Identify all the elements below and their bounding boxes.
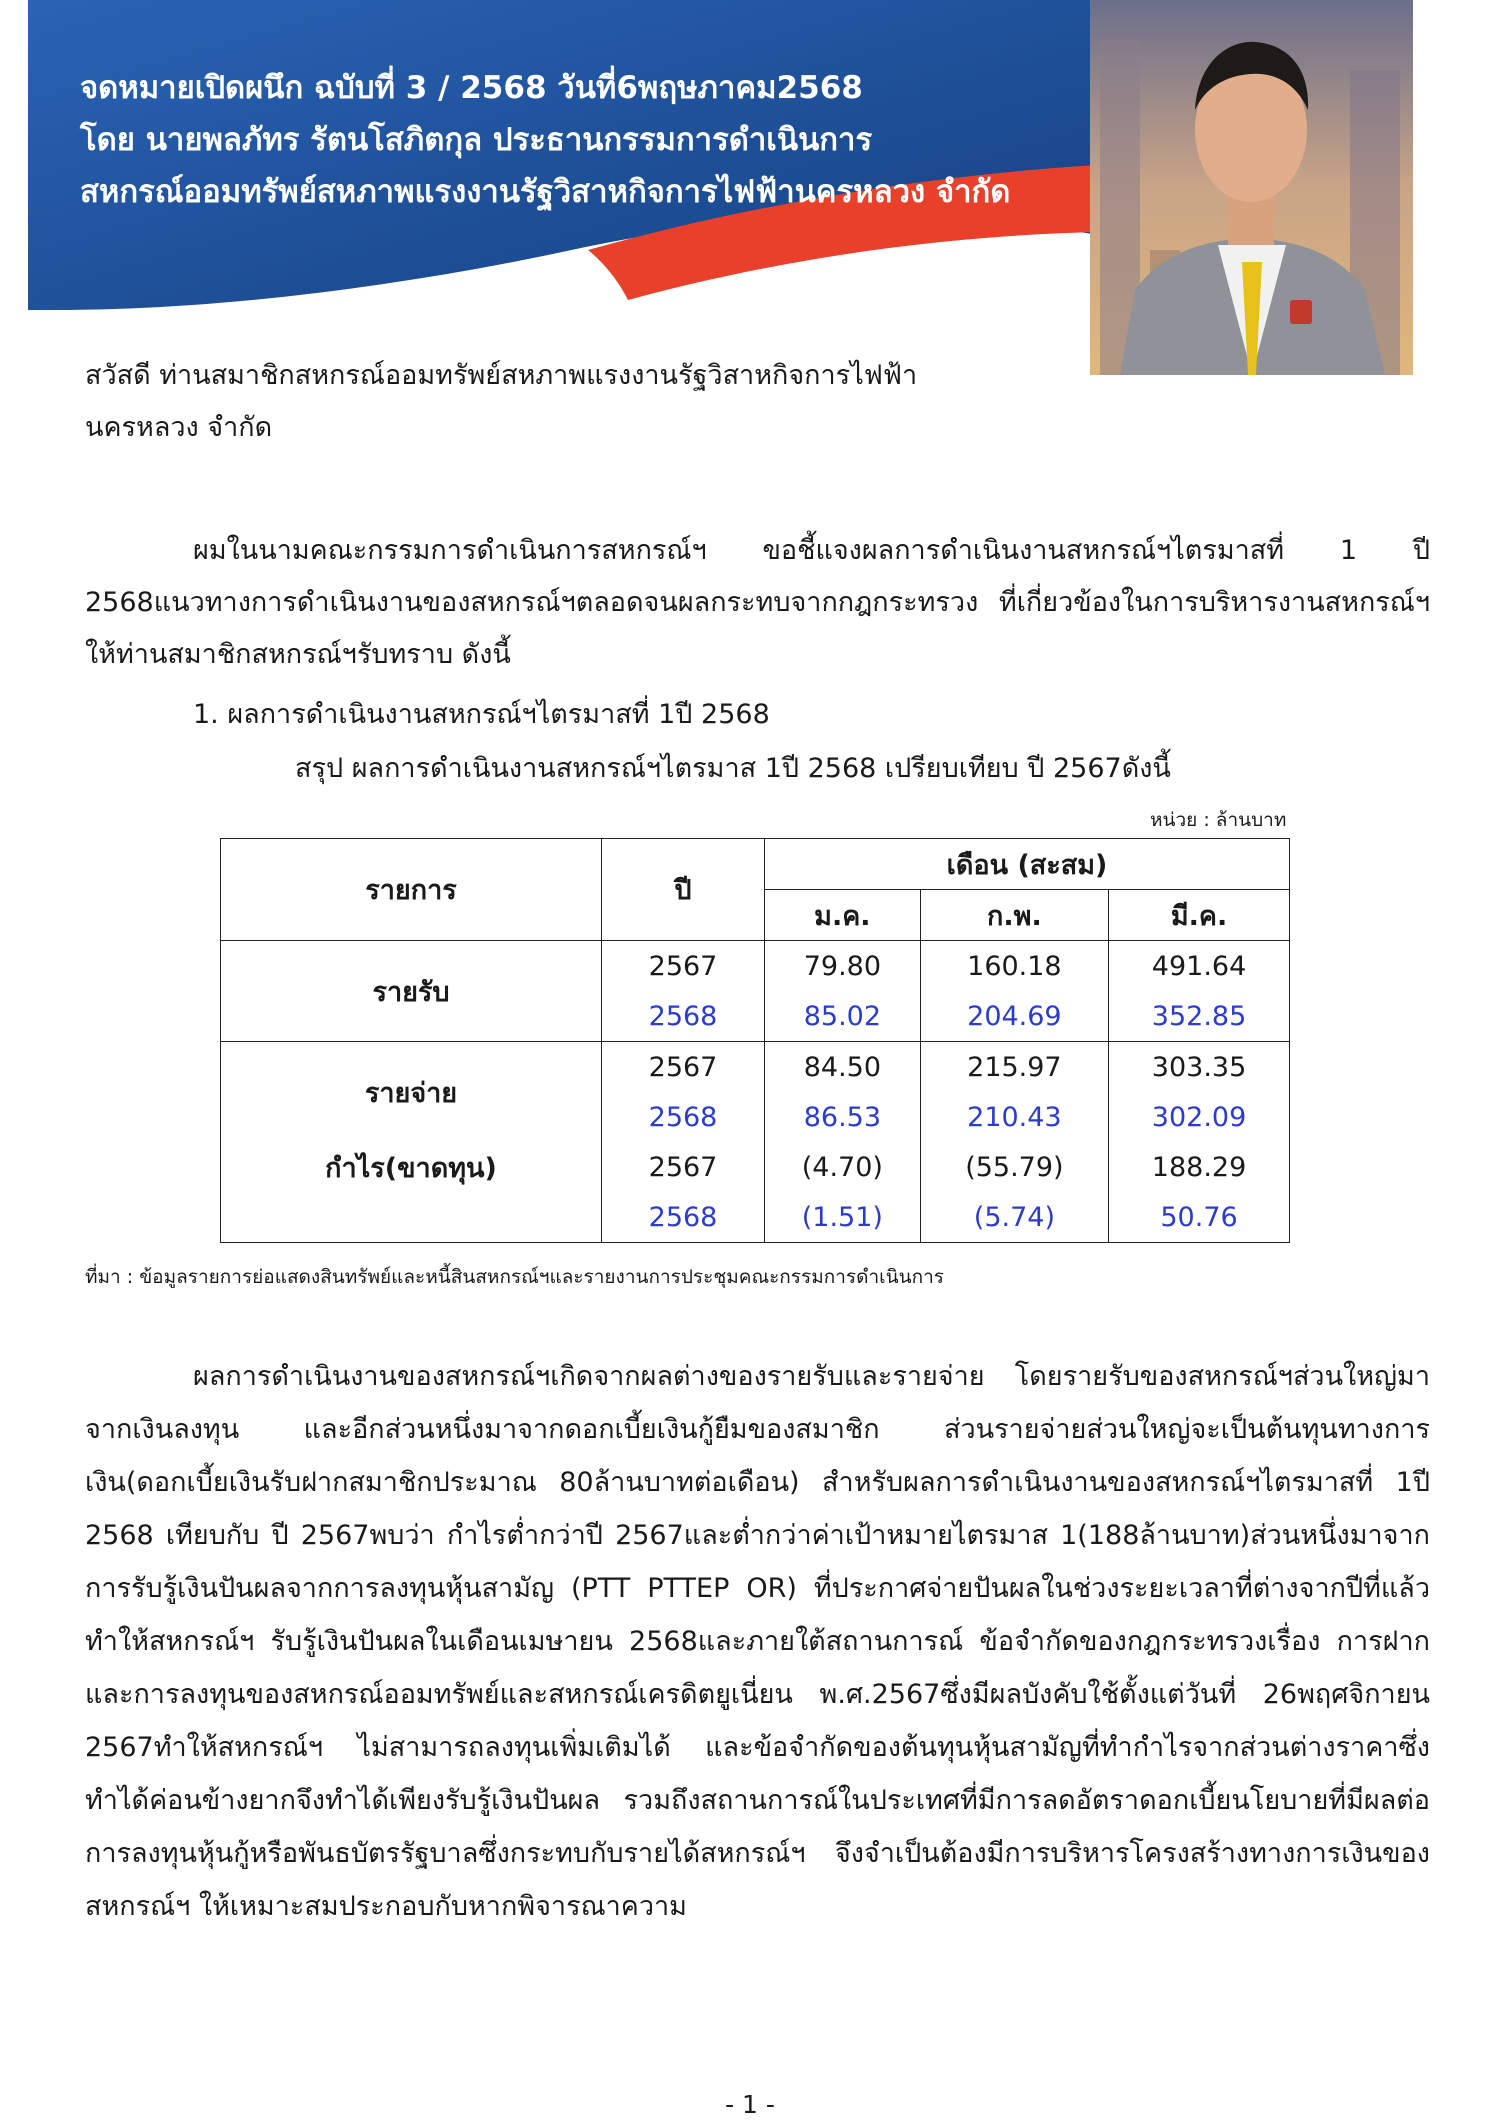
row-label-expense: รายจ่าย: [221, 1042, 602, 1143]
value-cell: 302.09: [1109, 1092, 1290, 1142]
heading-line-2: โดย นายพลภัทร รัตนโสภิตกุล ประธานกรรมการดำเนินการ: [80, 122, 873, 158]
source-note: ที่มา : ข้อมูลรายการย่อแสดงสินทรัพย์และหนี้สินสหกรณ์ฯและรายงานการประชุมคณะกรรมการดำเนินการ: [85, 1266, 944, 1288]
value-cell: 84.50: [765, 1042, 921, 1093]
header-item: รายการ: [221, 839, 602, 941]
table-row: [221, 941, 1290, 992]
header-month-mar: มี.ค.: [1109, 890, 1290, 941]
year-cell: 2568: [602, 1192, 765, 1243]
year-cell: 2567: [602, 941, 765, 992]
header-month-feb: ก.พ.: [920, 890, 1108, 941]
value-cell: 188.29: [1109, 1142, 1290, 1192]
body-paragraph: ผลการดำเนินงานของสหกรณ์ฯเกิดจากผลต่างของรายรับและรายจ่าย โดยรายรับของสหกรณ์ฯส่วนใหญ่มาจากเงินลงทุน และอีกส่วนหนึ่งมาจากดอกเบี้ยเงินกู้ยืมของสมาชิก ส่วนรายจ่ายส่วนใหญ่จะเป็นต้นทุนทางการเงิน(ดอกเบี้ยเงินรับฝากสมาชิกประมาณ 80ล้านบาทต่อเดือน) สำหรับผลการดำเนินงานของสหกรณ์ฯไตรมาสที่ 1ปี 2568 เทียบกับ ปี 2567พบว่า กำไรต่ำกว่าปี 2567และต่ำกว่าค่าเป้าหมายไตรมาส 1(188ล้านบาท)ส่วนหนึ่งมาจากการรับรู้เงินปันผลจากการลงทุนหุ้นสามัญ (PTT PTTEP OR) ที่ประกาศจ่ายปันผลในช่วงระยะเวลาที่ต่างจากปีที่แล้วทำให้สหกรณ์ฯ รับรู้เงินปันผลในเดือนเมษายน 2568และภายใต้สถานการณ์ ข้อจำกัดของกฎกระทรวงเรื่อง การฝากและการลงทุนของสหกรณ์ออมทรัพย์และสหกรณ์เครดิตยูเนี่ยน พ.ศ.2567ซึ่งมีผลบังคับใช้ตั้งแต่วันที่ 26พฤศจิกายน 2567ทำให้สหกรณ์ฯ ไม่สามารถลงทุนเพิ่มเติมได้ และข้อจำกัดของต้นทุนหุ้นสามัญที่ทำกำไรจากส่วนต่างราคาซึ่งทำได้ค่อนข้างยากจึงทำได้เพียงรับรู้เงินปันผล รวมถึงสถานการณ์ในประเทศที่มีการลดอัตราดอกเบี้ยนโยบายที่มีผลต่อการลงทุนหุ้นกู้หรือพันธบัตรรัฐบาลซึ่งกระทบกับรายได้สหกรณ์ฯ จึงจำเป็นต้องมีการบริหารโครงสร้างทางการเงินของสหกรณ์ฯ ให้เหมาะสมประกอบกับหากพิจารณาความ: [85, 1361, 1430, 1922]
value-cell: 215.97: [920, 1042, 1108, 1093]
year-cell: 2567: [602, 1142, 765, 1192]
value-cell: 210.43: [920, 1092, 1108, 1142]
results-table: [220, 838, 1290, 1243]
section-1-heading: 1. ผลการดำเนินงานสหกรณ์ฯไตรมาสที่ 1ปี 2568: [193, 699, 770, 730]
value-cell: 160.18: [920, 941, 1108, 992]
header-month-jan: ม.ค.: [765, 890, 921, 941]
heading-line-1: จดหมายเปิดผนึก ฉบับที่ 3 / 2568 วันที่6พฤษภาคม2568: [80, 70, 863, 106]
value-cell: 79.80: [765, 941, 921, 992]
value-cell: 50.76: [1109, 1192, 1290, 1243]
table-row: [221, 1192, 1290, 1243]
value-cell: 352.85: [1109, 991, 1290, 1042]
intro-paragraph: ผมในนามคณะกรรมการดำเนินการสหกรณ์ฯ ขอชี้แจงผลการดำเนินงานสหกรณ์ฯไตรมาสที่ 1 ปี 2568แนวทางการดำเนินงานของสหกรณ์ฯตลอดจนผลกระทบจากกฎกระทรวง ที่เกี่ยวข้องในการบริหารงานสหกรณ์ฯให้ท่านสมาชิกสหกรณ์ฯรับทราบ ดังนี้: [85, 535, 1430, 670]
summary-caption: สรุป ผลการดำเนินงานสหกรณ์ฯไตรมาส 1ปี 2568 เปรียบเทียบ ปี 2567ดังนี้: [295, 753, 1171, 784]
value-cell: 204.69: [920, 991, 1108, 1042]
value-cell: (5.74): [920, 1192, 1108, 1243]
unit-label: หน่วย : ล้านบาท: [1150, 809, 1287, 831]
value-cell: (1.51): [765, 1192, 921, 1243]
chairman-photo: [1090, 0, 1413, 375]
greeting-line-2: นครหลวง จำกัด: [85, 412, 273, 443]
year-cell: 2568: [602, 1092, 765, 1142]
year-cell: 2567: [602, 1042, 765, 1093]
year-cell: 2568: [602, 991, 765, 1042]
row-label-profit: กำไร(ขาดทุน): [221, 1142, 602, 1192]
value-cell: 85.02: [765, 991, 921, 1042]
row-label-income: รายรับ: [221, 941, 602, 1042]
heading-line-3: สหกรณ์ออมทรัพย์สหภาพแรงงานรัฐวิสาหกิจการไฟฟ้านครหลวง จำกัด: [80, 174, 1011, 210]
header-year: ปี: [602, 839, 765, 941]
page-number: - 1 -: [725, 2090, 775, 2119]
table-row: [221, 1042, 1290, 1093]
greeting: [85, 350, 1430, 454]
value-cell: (55.79): [920, 1142, 1108, 1192]
greeting-line-1: สวัสดี ท่านสมาชิกสหกรณ์ออมทรัพย์สหภาพแรงงานรัฐวิสาหกิจการไฟฟ้า: [85, 360, 918, 391]
letter-heading: [80, 62, 1010, 218]
value-cell: 303.35: [1109, 1042, 1290, 1093]
header-banner: [28, 0, 1098, 345]
empty-label-cell: [221, 1192, 602, 1243]
value-cell: 491.64: [1109, 941, 1290, 992]
value-cell: 86.53: [765, 1092, 921, 1142]
value-cell: (4.70): [765, 1142, 921, 1192]
table-row: [221, 1142, 1290, 1192]
header-months-group: เดือน (สะสม): [765, 839, 1290, 890]
